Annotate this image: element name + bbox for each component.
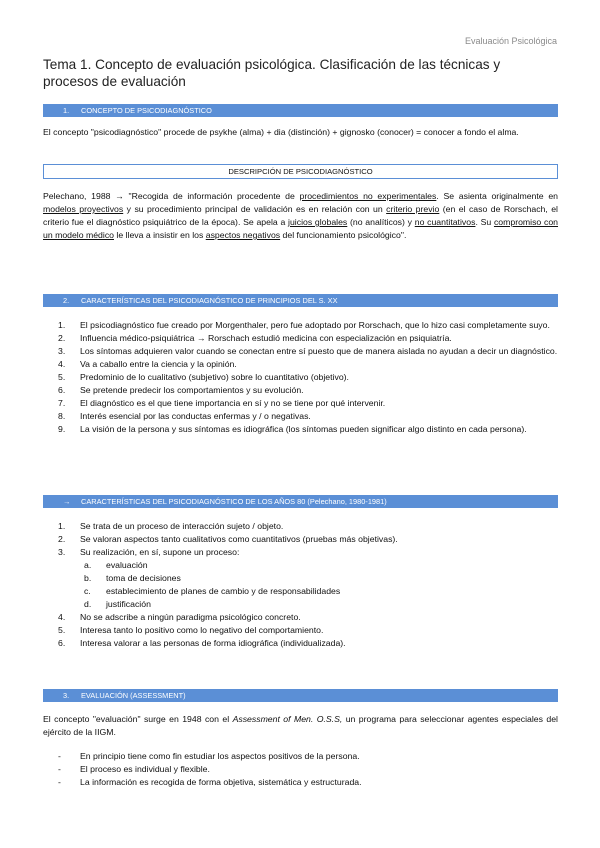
list-item: 4. Va a caballo entre la ciencia y la opinión. — [58, 359, 237, 369]
evaluation-paragraph — [43, 713, 558, 739]
underlined-term: no cuantitativos — [414, 217, 476, 227]
underlined-term: compromiso con un modelo médico — [43, 217, 559, 240]
section-bar-caracteristicas-s-xx — [43, 294, 558, 307]
text-run: . Se asienta originalmente en — [436, 191, 558, 201]
list-item: 2. Influencia médico-psiquiátrica → Rorschach estudió medicina con especialización en psiquiatría. — [58, 333, 452, 343]
list-item: 2. Se valoran aspectos tanto cualitativos como cuantitativos (pruebas más objetivas). — [58, 534, 398, 544]
underlined-term: modelos proyectivos — [43, 204, 124, 214]
text-run: (no analíticos) y — [347, 217, 415, 227]
list-item: 1. Se trata de un proceso de interacción sujeto / objeto. — [58, 521, 284, 531]
characteristics-list-2 — [58, 520, 558, 650]
section-bar-caracteristicas-anos-80 — [43, 495, 558, 508]
list-item: 5. Interesa tanto lo positivo como lo negativo del comportamiento. — [58, 625, 324, 635]
concept-paragraph: El concepto "psicodiagnóstico" procede de psykhe (alma) + dia (distinción) + gignosko (conocer) = conocer a fondo el alma. — [43, 127, 519, 137]
sub-list-item: d. justificación — [84, 599, 151, 609]
text-run: le lleva a insistir en los — [114, 230, 206, 240]
description-paragraph — [43, 190, 558, 242]
section-title: CARACTERÍSTICAS DEL PSICODIAGNÓSTICO DE LOS AÑOS 80 (Pelechano, 1980-1981) — [81, 497, 387, 506]
text-run: del funcionamiento psicológico". — [280, 230, 407, 240]
italic-term: Assessment of Men. O.S.S, — [232, 714, 343, 724]
bullet-item: - En principio tiene como fin estudiar los aspectos positivos de la persona. — [58, 751, 360, 761]
list-item: 9. La visión de la persona y sus síntomas es idiográfica (los síntomas pueden significar algo distinto en cada persona). — [58, 424, 527, 434]
underlined-term: aspectos negativos — [205, 230, 281, 240]
characteristics-list-1 — [58, 319, 558, 436]
list-item: 5. Predominio de lo cualitativo (subjetivo) sobre lo cuantitativo (objetivo). — [58, 372, 349, 382]
description-box-heading: DESCRIPCIÓN DE PSICODIAGNÓSTICO — [43, 164, 558, 179]
sub-list-item: b. toma de decisiones — [84, 573, 181, 583]
section-number: 2. — [63, 296, 70, 305]
text-run: (en el caso de Rorschach, el criterio fue el diagnóstico psiquiátrico de la época). Se apela a — [43, 204, 558, 227]
section-title: CARACTERÍSTICAS DEL PSICODIAGNÓSTICO DE PRINCIPIOS DEL S. XX — [81, 296, 338, 305]
list-item: 6. Se pretende predecir los comportamientos y su evolución. — [58, 385, 304, 395]
sub-list-item: c. establecimiento de planes de cambio y de responsabilidades — [84, 586, 341, 596]
list-item: 1. El psicodiagnóstico fue creado por Morgenthaler, pero fue adoptado por Rorschach, que lo hizo casi completamente suyo. — [58, 320, 550, 330]
arrow-marker: → — [63, 497, 71, 506]
list-item: 3. Su realización, en sí, supone un proceso: — [58, 547, 240, 557]
text-run: Pelechano, 1988 → "Recogida de información procedente de — [43, 191, 300, 201]
text-run: . Su — [475, 217, 494, 227]
section-bar-concepto — [43, 104, 558, 117]
evaluation-bullets — [58, 750, 558, 789]
bullet-item: - El proceso es individual y flexible. — [58, 764, 210, 774]
text-run: y su procedimiento principal de validación es en relación con un — [123, 204, 387, 214]
list-item: 4. No se adscribe a ningún paradigma psicológico concreto. — [58, 612, 301, 622]
section-title: CONCEPTO DE PSICODIAGNÓSTICO — [81, 106, 212, 115]
section-bar-evaluacion — [43, 689, 558, 702]
text-run: El concepto "evaluación" surge en 1948 con el — [43, 714, 233, 724]
underlined-term: juicios globales — [288, 217, 348, 227]
document-title: Tema 1. Concepto de evaluación psicológica. Clasificación de las técnicas y procesos de evaluación — [43, 57, 501, 89]
running-header: Evaluación Psicológica — [464, 36, 557, 46]
section-number: 1. — [63, 106, 70, 115]
underlined-term: procedimientos no experimentales — [299, 191, 437, 201]
list-item: 3. Los síntomas adquieren valor cuando se conectan entre sí puesto que de manera aislada no ayudan a decir un diagnóstico. — [58, 346, 558, 356]
list-item: 6. Interesa valorar a las personas de forma idiográfica (individualizada). — [58, 638, 346, 648]
underlined-term: criterio previo — [386, 204, 440, 214]
bullet-item: - La información es recogida de forma objetiva, sistemática y estructurada. — [58, 777, 362, 787]
section-number: 3. — [63, 691, 70, 700]
sub-list-item: a. evaluación — [84, 560, 148, 570]
section-title: EVALUACIÓN (ASSESSMENT) — [81, 691, 186, 700]
list-item: 7. El diagnóstico es el que tiene importancia en sí y no se tiene por qué intervenir. — [58, 398, 386, 408]
text-run: un programa para seleccionar agentes especiales del ejército de la IIGM. — [43, 714, 558, 737]
list-item: 8. Interés esencial por las conductas enfermas y / o negativas. — [58, 411, 311, 421]
